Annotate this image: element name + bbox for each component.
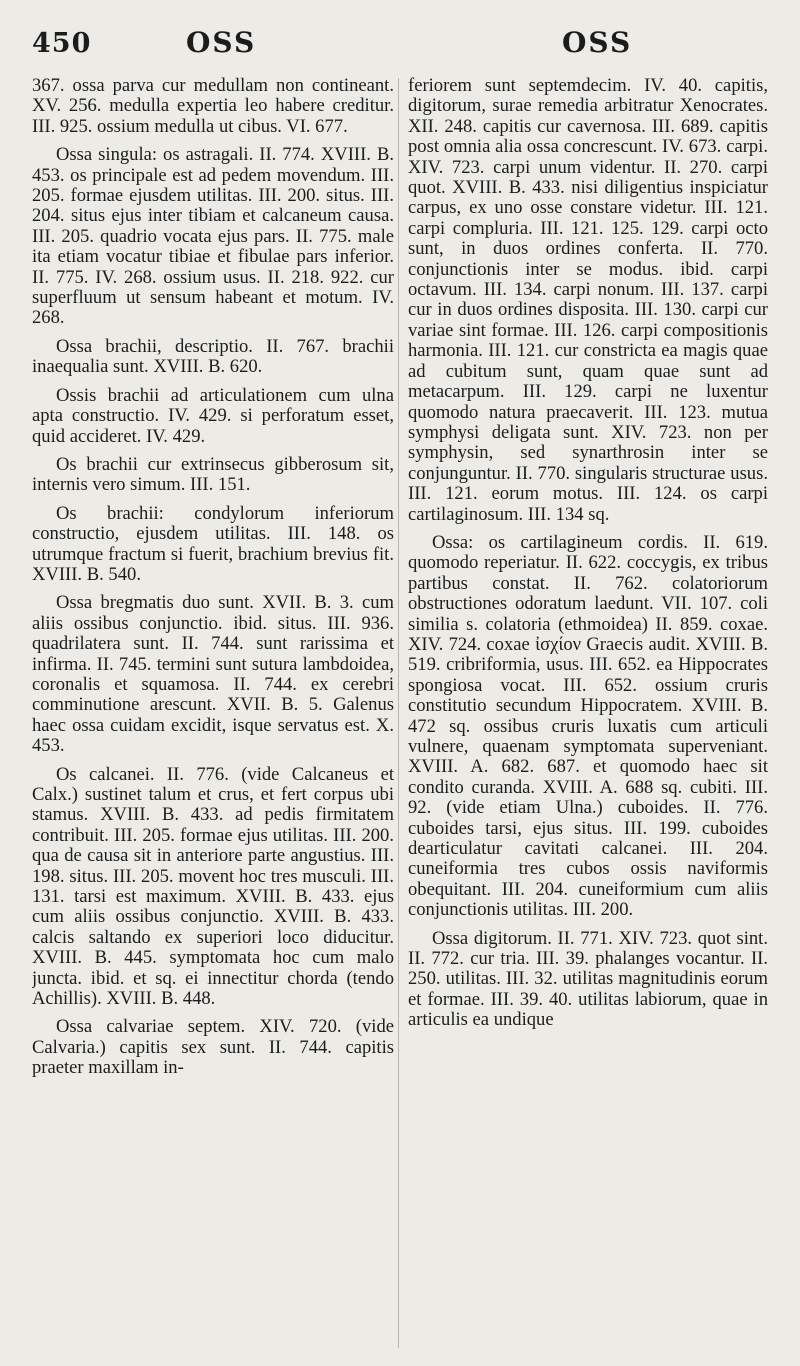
index-entry: Ossa bregmatis duo sunt. XVII. B. 3. cum aliis ossibus conjunctio. ibid. situs. III. 936. quadrilatera sunt. II. 744. sunt rarissima et infirma. II. 745. termini sunt sutura lambdoidea, coronalis et squamosa. II. 744. ex cerebri comminutione arescunt. XVII. B. 5. Galenus haec ossa cuidam excidit, isque servatus est. X. 453. [32,592,394,757]
right-column [408,76,768,1358]
index-entry: Ossis brachii ad articulationem cum ulna apta constructio. IV. 429. si perforatum esset, quid accideret. IV. 429. [32,384,394,447]
page-header [0,22,800,62]
index-entry: Ossa digitorum. II. 771. XIV. 723. quot sint. II. 772. cur tria. III. 39. phalanges vocantur. II. 250. utilitas. III. 32. utilitas magnitudinis eorum et formae. III. 39. 40. utilitas labiorum, quae in articulis ea undique [408,927,768,1031]
index-entry: Ossa: os cartilagineum cordis. II. 619. quomodo reperiatur. II. 622. coccygis, ex tribus partibus constat. II. 762. colatoriorum obstructiones odoratum laedunt. VII. 107. coli similia s. colatoria (ethmoidea) II. 859. coxae. XIV. 724. coxae ἰσχίον Graecis audit. XVIII. B. 519. cribriformia, usus. III. 652. ea Hippocrates spongiosa vocat. III. 652. ossium cruris constitutio secundum Hippocratem. XVIII. B. 472 sq. ossibus cruris luxatis cum articuli vulnere, quaenam symptomata superveniant. XVIII. A. 682. 687. et quomodo haec sit condito curanda. XVIII. A. 688 sq. cubiti. III. 92. (vide etiam Ulna.) cuboides. II. 776. cuboides tarsi, ejus situs. III. 199. cuboides dearticulatur cavitati calcanei. III. 204. cuneiformia tres cubos ossis naviformis obequitant. III. 204. cuneiformium cum aliis conjunctionis utilitas. III. 200. [408,531,768,921]
index-entry: Ossa calvariae septem. XIV. 720. (vide Calvaria.) capitis sex sunt. II. 744. capitis praeter maxillam in- [32,1016,394,1079]
column-divider [398,78,399,1348]
index-entry: 367. ossa parva cur medullam non contineant. XV. 256. medulla expertia leo habere creditur. III. 925. ossium medulla ut cibus. VI. 677. [32,76,394,137]
running-head-right: OSS [562,26,633,59]
index-entry: Ossa brachii, descriptio. II. 767. brachii inaequalia sunt. XVIII. B. 620. [32,335,394,378]
page-number: 450 [32,28,92,59]
index-entry: Os brachii: condylorum inferiorum constructio, ejusdem utilitas. III. 148. os utrumque fractum si fuerit, brachium brevius fit. XVIII. B. 540. [32,502,394,585]
left-column [32,76,394,1358]
index-entry: feriorem sunt septemdecim. IV. 40. capitis, digitorum, surae remedia arbitratur Xenocrates. XII. 248. capitis cur cavernosa. III. 689. capitis post omnia alia ossa concrescunt. IV. 673. carpi. XIV. 723. carpi unum videntur. II. 270. carpi quot. XVIII. B. 433. nisi diligentius inspiciatur carpus, ex uno osse constare videtur. III. 121. carpi compluria. III. 121. 125. 129. carpi octo sunt, in duos ordines conferta. II. 770. conjunctionis inter se modus. ibid. carpi octavum. III. 134. carpi nonum. III. 137. carpi cur in duos ordines disposita. III. 130. carpi cur variae sint formae. III. 126. carpi compositionis harmonia. III. 121. cur constricta ea magis quae ad cubitum sunt, quam quae sunt ad metacarpum. III. 129. carpi ne luxentur quomodo natura praecaverit. III. 123. mutua symphysi deligata sunt. XIV. 723. non per symphysin, sed synarthrosin inter se conjunguntur. II. 770. singularis structurae usus. III. 121. eorum motus. III. 124. os carpi cartilaginosum. III. 134 sq. [408,76,768,525]
index-entry: Os calcanei. II. 776. (vide Calcaneus et Calx.) sustinet talum et crus, et fert corpus ubi stamus. XVIII. B. 433. ad pedis firmitatem contribuit. III. 205. formae ejus utilitas. III. 200. qua de causa sit in anteriore parte angustius. III. 198. situs. III. 205. movent hoc tres musculi. III. 131. tarsi est maximum. XVIII. B. 433. ejus cum aliis ossibus conjunctio. XVIII. B. 433. calcis saltando ex superiori loco diducitur. XVIII. B. 445. symptomata hoc cum malo juncta. ibid. et sq. ei innectitur chorda (tendo Achillis). XVIII. B. 448. [32,763,394,1010]
index-entry: Ossa singula: os astragali. II. 774. XVIII. B. 453. os principale est ad pedem movendum. III. 205. formae ejusdem utilitas. III. 200. situs. III. 204. situs ejus inter tibiam et calcaneum causa. III. 205. quadrio vocata ejus pars. II. 775. male ita etiam vocatur tibiae et fibulae pars inferior. II. 775. IV. 268. ossium usus. II. 218. 922. cur superfluum ut sensum habeant et motum. IV. 268. [32,144,394,329]
index-entry: Os brachii cur extrinsecus gibberosum sit, internis vero simum. III. 151. [32,453,394,496]
running-head-left: OSS [186,26,257,59]
